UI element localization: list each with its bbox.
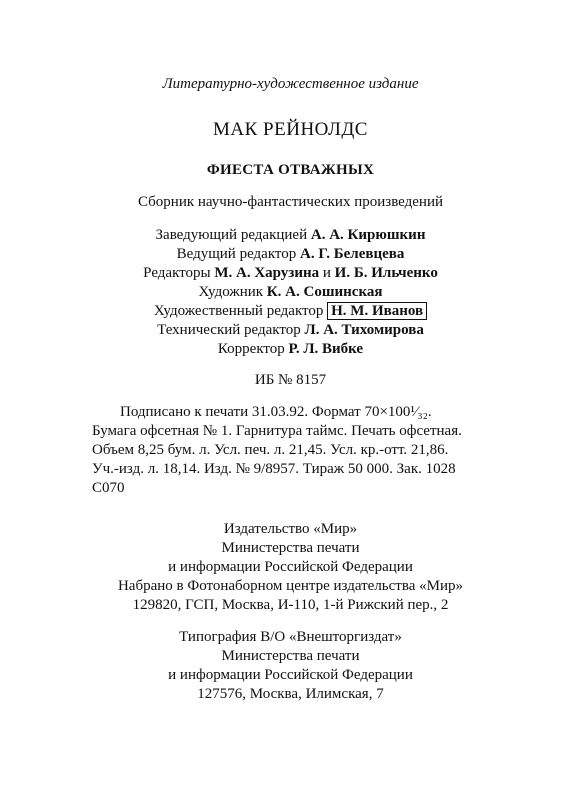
printer-line: Типография В/О «Внешторгиздат» — [179, 629, 402, 645]
credit-line-editors — [0, 264, 581, 282]
publisher-line: 129820, ГСП, Москва, И-110, 1-й Рижский пер., 2 — [132, 597, 449, 613]
credit-name: М. А. Харузина — [214, 265, 320, 281]
credit-role: Ведущий редактор — [176, 246, 297, 262]
credit-role: Художественный редактор — [153, 303, 324, 319]
credit-line-head-editor — [0, 226, 581, 244]
credit-role: Редакторы — [143, 265, 211, 281]
ib-number: ИБ № 8157 — [254, 372, 327, 388]
credit-name: Р. Л. Вибке — [288, 341, 364, 357]
credit-line-artist — [0, 283, 581, 301]
book-title: ФИЕСТА ОТВАЖНЫХ — [206, 162, 375, 178]
credit-line-art-editor — [0, 302, 581, 320]
print-info-line: Бумага офсетная № 1. Гарнитура таймс. Печать офсетная. — [92, 423, 462, 439]
edition-type: Литературно-художественное издание — [162, 76, 419, 92]
credit-name: К. А. Сошинская — [266, 284, 383, 300]
printer-line: Министерства печати — [221, 648, 360, 664]
credit-role: Заведующий редакцией — [155, 227, 308, 243]
credit-role: Художник — [198, 284, 264, 300]
printer-line: 127576, Москва, Илимская, 7 — [197, 686, 384, 702]
publisher-line: Министерства печати — [221, 540, 360, 556]
credit-conj: и — [322, 265, 331, 281]
publisher-line: Издательство «Мир» — [223, 521, 358, 537]
credit-line-tech-editor — [0, 321, 581, 339]
print-info-line: Уч.-изд. л. 18,14. Изд. № 9/8957. Тираж 50 000. Зак. 1028 — [92, 461, 456, 477]
credit-name: А. А. Кирюшкин — [310, 227, 426, 243]
credit-name-2: И. Б. Ильченко — [334, 265, 438, 281]
credit-name: А. Г. Белевцева — [300, 246, 405, 262]
author-name: МАК РЕЙНОЛДС — [213, 119, 368, 140]
printer-line: и информации Российской Федерации — [168, 667, 413, 683]
credit-line-lead-editor — [0, 245, 581, 263]
print-info-line: С070 — [92, 480, 125, 496]
print-info-line: Подписано к печати 31.03.92. Формат 70×100¹⁄₃₂. — [120, 404, 432, 420]
publisher-line: и информации Российской Федерации — [168, 559, 413, 575]
publisher-line: Набрано в Фотонаборном центре издательства «Мир» — [117, 578, 464, 594]
credit-line-proofreader — [0, 340, 581, 358]
credit-name-boxed: Н. М. Иванов — [327, 302, 427, 320]
credit-role: Корректор — [217, 341, 285, 357]
print-info-line: Объем 8,25 бум. л. Усл. печ. л. 21,45. Усл. кр.-отт. 21,86. — [92, 442, 449, 458]
credit-role: Технический редактор — [157, 322, 301, 338]
book-subtitle: Сборник научно-фантастических произведений — [137, 194, 444, 210]
credit-name: Л. А. Тихомирова — [304, 322, 424, 338]
